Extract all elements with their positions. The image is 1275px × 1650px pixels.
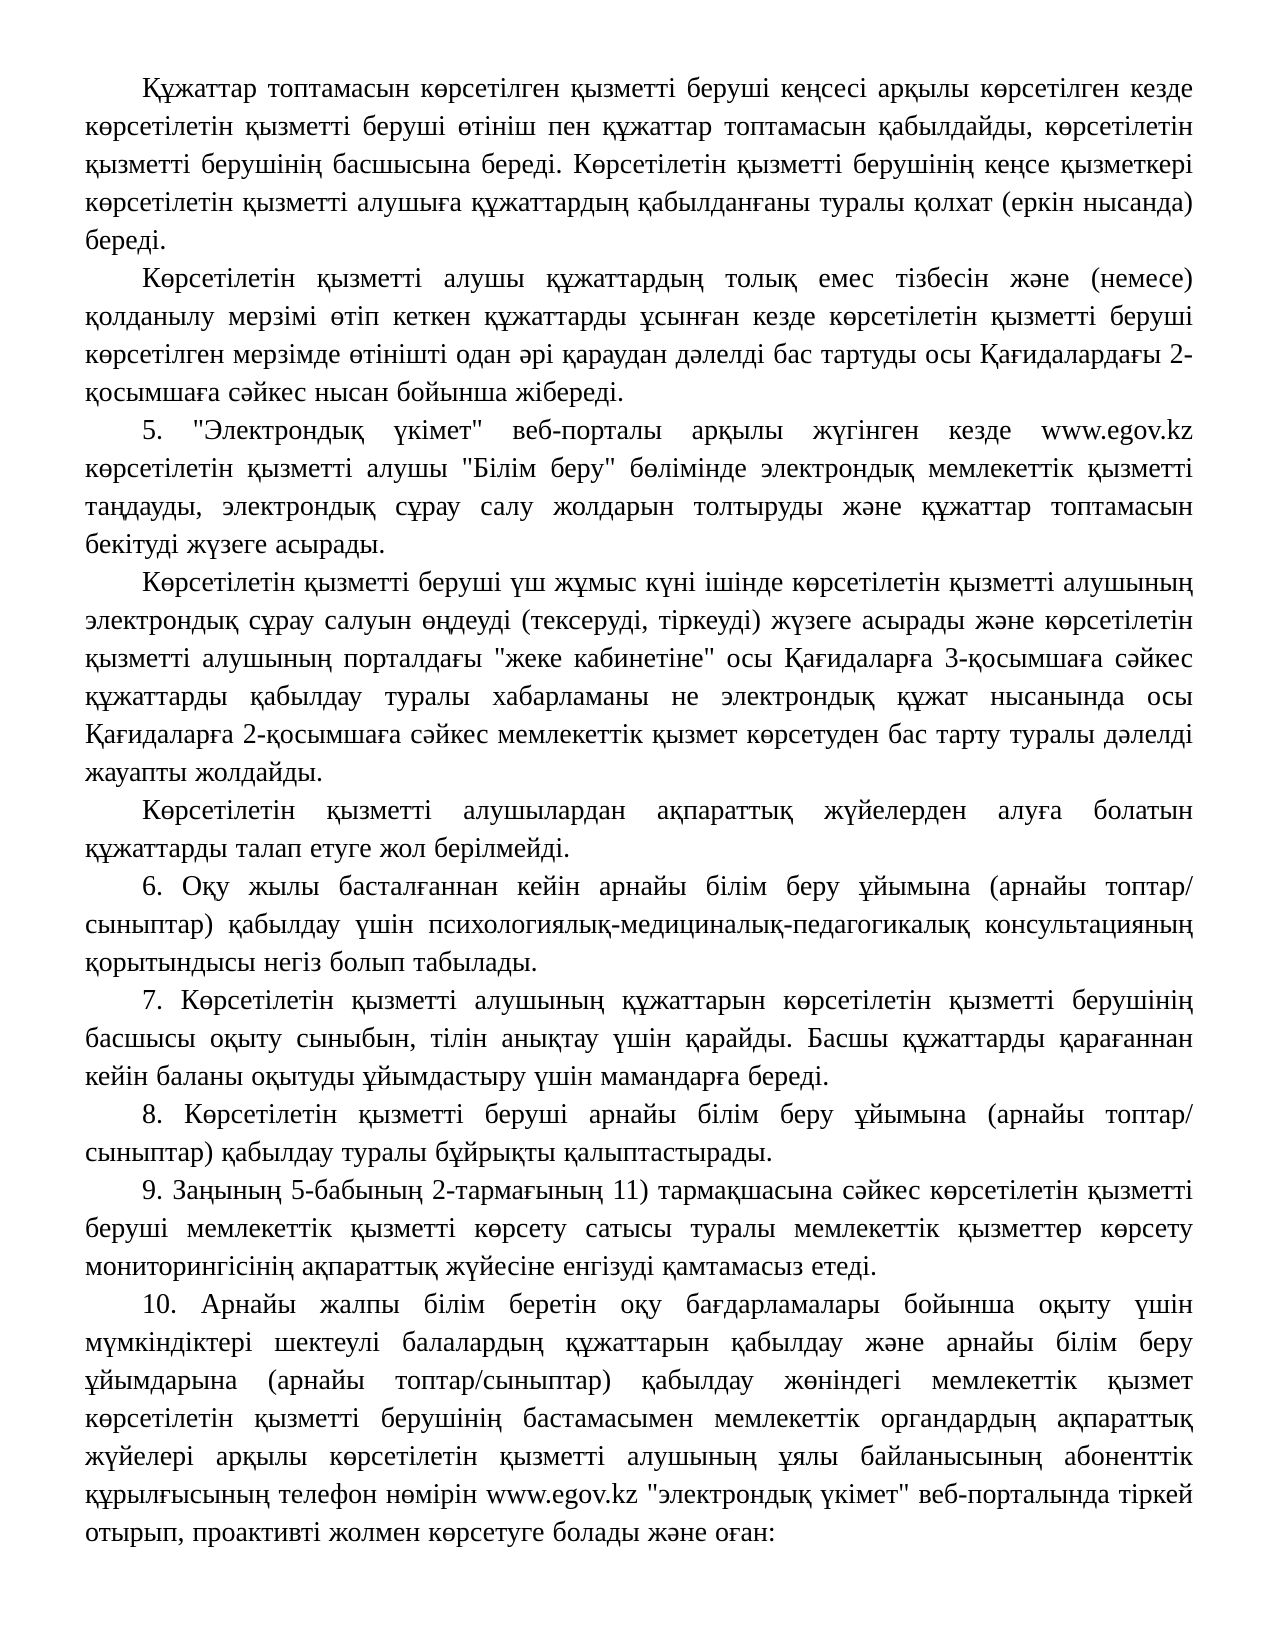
- paragraph: Құжаттар топтамасын көрсетілген қызметті беруші кеңсесі арқылы көрсетілген кезде көрсетілетін қызметті беруші өтініш пен құжаттар топтамасын қабылдайды, көрсетілетін қызметті берушінің басшысына береді. Көрсетілетін қызметті берушінің кеңсе қызметкері көрсетілетін қызметті алушыға құжаттардың қабылданғаны туралы қолхат (еркін нысанда) береді.: [85, 73, 1193, 256]
- paragraph-item-10: 10. Арнайы жалпы білім беретін оқу бағдарламалары бойынша оқыту үшін мүмкіндіктері шектеулі балалардың құжаттарын қабылдау және арнайы білім беру ұйымдарына (арнайы топтар/сыныптар) қабылдау жөніндегі мемлекеттік қызмет көрсетілетін қызметті берушінің бастамасымен мемлекеттік органдардың ақпараттық жүйелері арқылы көрсетілетін қызметті алушының ұялы байланысының абоненттік құрылғысының телефон нөмірін www.egov.kz "электрондық үкімет" веб-порталында тіркей отырып, проактивті жолмен көрсетуге болады және оған:: [85, 1289, 1193, 1548]
- paragraph: Көрсетілетін қызметті алушылардан ақпараттық жүйелерден алуға болатын құжаттарды талап етуге жол берілмейді.: [85, 795, 1193, 864]
- document-body: [85, 70, 1193, 1552]
- paragraph-item-5: 5. "Электрондық үкімет" веб-порталы арқылы жүгінген кезде www.egov.kz көрсетілетін қызметті алушы "Білім беру" бөлімінде электрондық мемлекеттік қызметті таңдауды, электрондық сұрау салу жолдарын толтыруды және құжаттар топтамасын бекітуді жүзеге асырады.: [85, 415, 1193, 560]
- paragraph-item-9: 9. Заңының 5-бабының 2-тармағының 11) тармақшасына сәйкес көрсетілетін қызметті беруші мемлекеттік қызметті көрсету сатысы туралы мемлекеттік қызметтер көрсету мониторингісінің ақпараттық жүйесіне енгізуді қамтамасыз етеді.: [85, 1175, 1193, 1282]
- paragraph: Көрсетілетін қызметті алушы құжаттардың толық емес тізбесін және (немесе) қолданылу мерзімі өтіп кеткен құжаттарды ұсынған кезде көрсетілетін қызметті беруші көрсетілген мерзімде өтінішті одан әрі қараудан дәлелді бас тартуды осы Қағидалардағы 2-қосымшаға сәйкес нысан бойынша жібереді.: [85, 263, 1193, 408]
- paragraph-item-6: 6. Оқу жылы басталғаннан кейін арнайы білім беру ұйымына (арнайы топтар/сыныптар) қабылдау үшін психологиялық-медициналық-педагогикалық консультацияның қорытындысы негіз болып табылады.: [85, 871, 1193, 978]
- paragraph-item-7: 7. Көрсетілетін қызметті алушының құжаттарын көрсетілетін қызметті берушінің басшысы оқыту сыныбын, тілін анықтау үшін қарайды. Басшы құжаттарды қарағаннан кейін баланы оқытуды ұйымдастыру үшін мамандарға береді.: [85, 985, 1193, 1092]
- paragraph-item-8: 8. Көрсетілетін қызметті беруші арнайы білім беру ұйымына (арнайы топтар/сыныптар) қабылдау туралы бұйрықты қалыптастырады.: [85, 1099, 1193, 1168]
- paragraph: Көрсетілетін қызметті беруші үш жұмыс күні ішінде көрсетілетін қызметті алушының электрондық сұрау салуын өңдеуді (тексеруді, тіркеуді) жүзеге асырады және көрсетілетін қызметті алушының порталдағы "жеке кабинетіне" осы Қағидаларға 3-қосымшаға сәйкес құжаттарды қабылдау туралы хабарламаны не электрондық құжат нысанында осы Қағидаларға 2-қосымшаға сәйкес мемлекеттік қызмет көрсетуден бас тарту туралы дәлелді жауапты жолдайды.: [85, 567, 1193, 788]
